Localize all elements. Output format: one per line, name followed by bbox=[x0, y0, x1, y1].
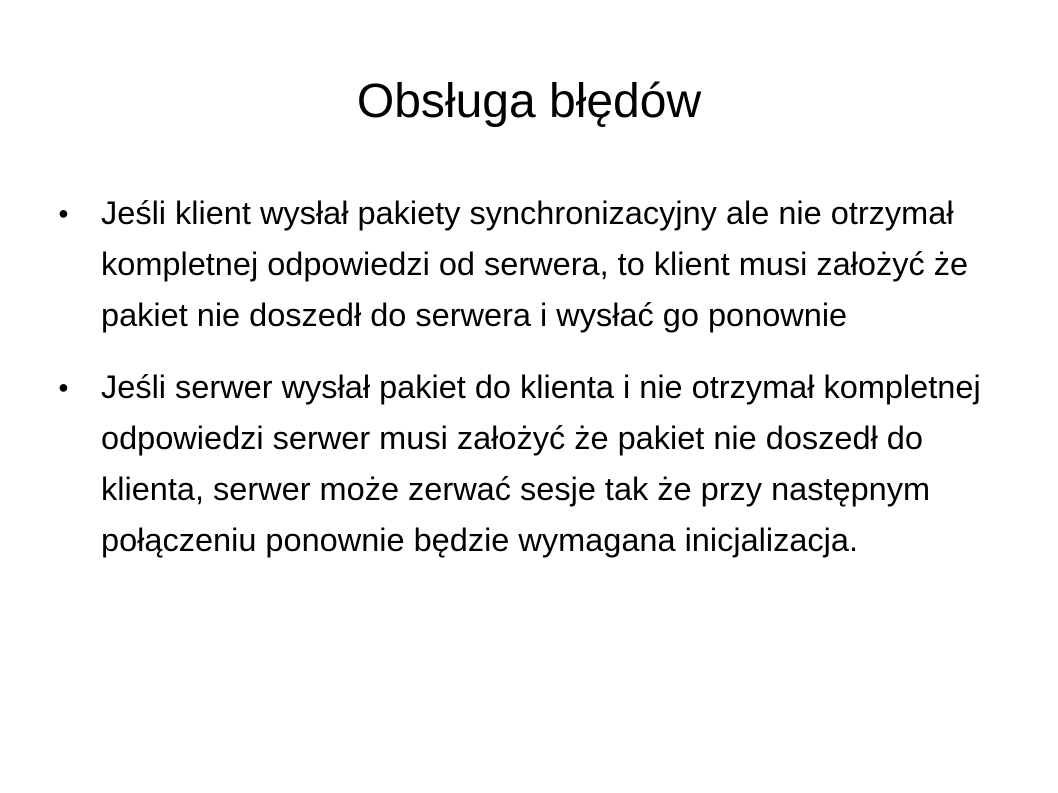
bullet-text-1: Jeśli klient wysłał pakiety synchronizacyjny ale nie otrzymał kompletnej odpowiedzi od serwera, to klient musi założyć że pakiet nie doszedł do serwera i wysłać go ponownie bbox=[101, 195, 969, 333]
bullet-text-2: Jeśli serwer wysłał pakiet do klienta i nie otrzymał kompletnej odpowiedzi serwer musi założyć że pakiet nie doszedł do klienta, serwer może zerwać sesje tak że przy następnym połączeniu ponownie będzie wymagana inicjalizacja. bbox=[101, 369, 981, 558]
bullet-dot-icon: ● bbox=[58, 203, 69, 223]
slide-title: Obsługa błędów bbox=[356, 75, 702, 128]
bullet-item-1 bbox=[58, 188, 1018, 341]
bullet-dot-icon: ● bbox=[58, 377, 69, 397]
bullet-item-2 bbox=[58, 362, 1018, 566]
bullet-list bbox=[58, 188, 1018, 566]
